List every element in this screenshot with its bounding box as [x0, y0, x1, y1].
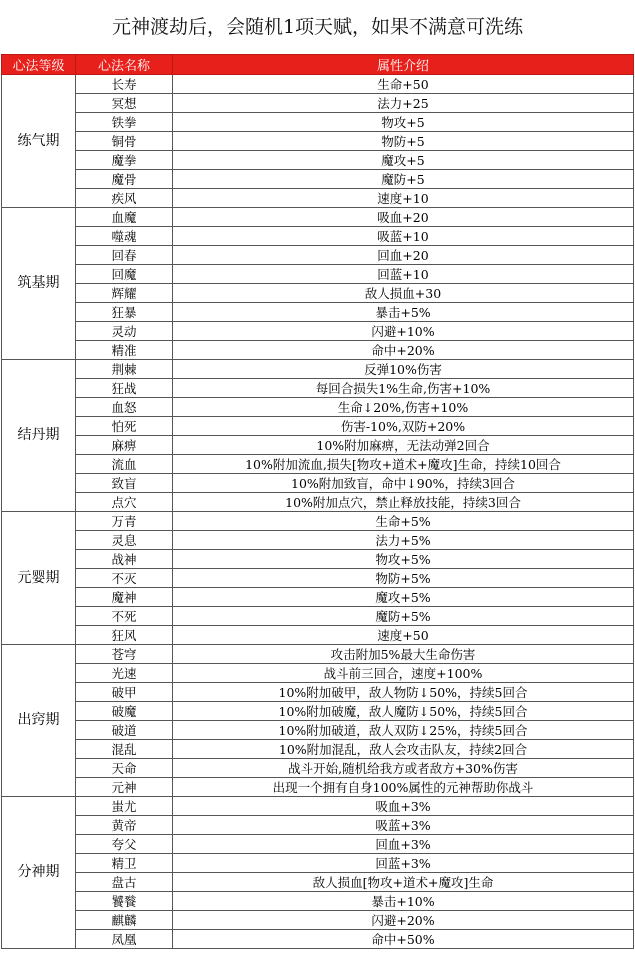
table-header-row [2, 55, 634, 75]
table-row [2, 816, 634, 835]
talent-name-cell: 铜骨 [76, 132, 173, 151]
talent-attribute-cell: 敌人损血+30 [173, 284, 634, 303]
talent-attribute-cell: 命中+50% [173, 930, 634, 949]
table-row [2, 930, 634, 949]
table-row [2, 645, 634, 664]
talent-name-cell: 狂战 [76, 379, 173, 398]
table-row [2, 531, 634, 550]
table-row [2, 360, 634, 379]
talent-attribute-cell: 魔防+5 [173, 170, 634, 189]
talent-attribute-cell: 物防+5 [173, 132, 634, 151]
talent-attribute-cell: 魔攻+5 [173, 151, 634, 170]
talent-name-cell: 万青 [76, 512, 173, 531]
talent-name-cell: 蚩尤 [76, 797, 173, 816]
table-row [2, 569, 634, 588]
table-row [2, 873, 634, 892]
table-row [2, 740, 634, 759]
talent-attribute-cell: 10%附加破魔，敌人魔防↓50%，持续5回合 [173, 702, 634, 721]
talent-attribute-cell: 物防+5% [173, 569, 634, 588]
talent-name-cell: 辉耀 [76, 284, 173, 303]
table-row [2, 588, 634, 607]
talent-attribute-cell: 回蓝+3% [173, 854, 634, 873]
table-row [2, 170, 634, 189]
table-row [2, 683, 634, 702]
table-row [2, 151, 634, 170]
talent-name-cell: 精准 [76, 341, 173, 360]
talent-name-cell: 破道 [76, 721, 173, 740]
level-cell: 筑基期 [2, 208, 76, 360]
talent-attribute-cell: 暴击+5% [173, 303, 634, 322]
talent-name-cell: 魔神 [76, 588, 173, 607]
talent-name-cell: 光速 [76, 664, 173, 683]
table-row [2, 227, 634, 246]
table-row [2, 246, 634, 265]
talent-name-cell: 冥想 [76, 94, 173, 113]
table-body [2, 75, 634, 949]
talent-attribute-cell: 命中+20% [173, 341, 634, 360]
talent-attribute-cell: 速度+10 [173, 189, 634, 208]
talent-attribute-cell: 法力+25 [173, 94, 634, 113]
level-cell: 练气期 [2, 75, 76, 208]
talent-attribute-cell: 吸血+3% [173, 797, 634, 816]
table-row [2, 417, 634, 436]
talent-name-cell: 荆棘 [76, 360, 173, 379]
talent-attribute-cell: 物攻+5 [173, 113, 634, 132]
table-row [2, 854, 634, 873]
talent-name-cell: 魔骨 [76, 170, 173, 189]
talent-attribute-cell: 吸蓝+10 [173, 227, 634, 246]
table-row [2, 702, 634, 721]
table-row [2, 436, 634, 455]
table-row [2, 721, 634, 740]
talent-name-cell: 饕餮 [76, 892, 173, 911]
talent-table [1, 54, 634, 949]
talent-name-cell: 魔拳 [76, 151, 173, 170]
talent-attribute-cell: 反弹10%伤害 [173, 360, 634, 379]
talent-name-cell: 灵动 [76, 322, 173, 341]
talent-name-cell: 精卫 [76, 854, 173, 873]
level-cell: 出窍期 [2, 645, 76, 797]
talent-name-cell: 混乱 [76, 740, 173, 759]
talent-attribute-cell: 10%附加破甲，敌人物防↓50%，持续5回合 [173, 683, 634, 702]
talent-name-cell: 黄帝 [76, 816, 173, 835]
talent-name-cell: 噬魂 [76, 227, 173, 246]
table-row [2, 265, 634, 284]
talent-name-cell: 麒麟 [76, 911, 173, 930]
talent-attribute-cell: 魔攻+5% [173, 588, 634, 607]
table-row [2, 379, 634, 398]
table-row [2, 75, 634, 94]
table-row [2, 113, 634, 132]
talent-attribute-cell: 10%附加麻痹，无法动弹2回合 [173, 436, 634, 455]
table-row [2, 626, 634, 645]
talent-attribute-cell: 闪避+10% [173, 322, 634, 341]
talent-name-cell: 流血 [76, 455, 173, 474]
level-cell: 结丹期 [2, 360, 76, 512]
talent-name-cell: 元神 [76, 778, 173, 797]
talent-name-cell: 灵息 [76, 531, 173, 550]
talent-name-cell: 回春 [76, 246, 173, 265]
talent-name-cell: 凤凰 [76, 930, 173, 949]
talent-attribute-cell: 法力+5% [173, 531, 634, 550]
table-row [2, 94, 634, 113]
talent-attribute-cell: 物攻+5% [173, 550, 634, 569]
talent-attribute-cell: 吸蓝+3% [173, 816, 634, 835]
table-row [2, 664, 634, 683]
talent-name-cell: 狂风 [76, 626, 173, 645]
talent-name-cell: 怕死 [76, 417, 173, 436]
talent-name-cell: 不灭 [76, 569, 173, 588]
talent-attribute-cell: 生命+50 [173, 75, 634, 94]
header-level: 心法等级 [2, 55, 76, 75]
talent-name-cell: 铁拳 [76, 113, 173, 132]
talent-name-cell: 不死 [76, 607, 173, 626]
table-row [2, 493, 634, 512]
talent-name-cell: 狂暴 [76, 303, 173, 322]
table-row [2, 835, 634, 854]
table-row [2, 284, 634, 303]
talent-attribute-cell: 魔防+5% [173, 607, 634, 626]
talent-name-cell: 血魔 [76, 208, 173, 227]
talent-attribute-cell: 出现一个拥有自身100%属性的元神帮助你战斗 [173, 778, 634, 797]
talent-attribute-cell: 10%附加点穴，禁止释放技能，持续3回合 [173, 493, 634, 512]
table-row [2, 759, 634, 778]
talent-attribute-cell: 10%附加破道，敌人双防↓25%，持续5回合 [173, 721, 634, 740]
talent-name-cell: 破甲 [76, 683, 173, 702]
table-row [2, 607, 634, 626]
table-row [2, 892, 634, 911]
talent-name-cell: 破魔 [76, 702, 173, 721]
talent-name-cell: 疾风 [76, 189, 173, 208]
table-row [2, 474, 634, 493]
table-row [2, 797, 634, 816]
level-cell: 分神期 [2, 797, 76, 949]
talent-name-cell: 血怒 [76, 398, 173, 417]
talent-name-cell: 点穴 [76, 493, 173, 512]
talent-name-cell: 天命 [76, 759, 173, 778]
table-row [2, 512, 634, 531]
table-row [2, 455, 634, 474]
table-row [2, 398, 634, 417]
talent-attribute-cell: 生命+5% [173, 512, 634, 531]
talent-name-cell: 苍穹 [76, 645, 173, 664]
talent-attribute-cell: 吸血+20 [173, 208, 634, 227]
table-row [2, 208, 634, 227]
table-row [2, 189, 634, 208]
table-row [2, 322, 634, 341]
talent-name-cell: 麻痹 [76, 436, 173, 455]
table-row [2, 911, 634, 930]
talent-attribute-cell: 10%附加混乱，敌人会攻击队友，持续2回合 [173, 740, 634, 759]
talent-attribute-cell: 暴击+10% [173, 892, 634, 911]
header-name: 心法名称 [76, 55, 173, 75]
talent-attribute-cell: 生命↓20%,伤害+10% [173, 398, 634, 417]
table-row [2, 778, 634, 797]
talent-attribute-cell: 10%附加致盲，命中↓90%，持续3回合 [173, 474, 634, 493]
level-cell: 元婴期 [2, 512, 76, 645]
talent-name-cell: 夸父 [76, 835, 173, 854]
talent-name-cell: 战神 [76, 550, 173, 569]
talent-attribute-cell: 回蓝+10 [173, 265, 634, 284]
table-row [2, 303, 634, 322]
talent-name-cell: 致盲 [76, 474, 173, 493]
talent-attribute-cell: 攻击附加5%最大生命伤害 [173, 645, 634, 664]
talent-name-cell: 回魔 [76, 265, 173, 284]
talent-attribute-cell: 10%附加流血,损失[物攻+道术+魔攻]生命，持续10回合 [173, 455, 634, 474]
table-row [2, 132, 634, 151]
talent-attribute-cell: 敌人损血[物攻+道术+魔攻]生命 [173, 873, 634, 892]
talent-name-cell: 盘古 [76, 873, 173, 892]
talent-attribute-cell: 回血+20 [173, 246, 634, 265]
table-row [2, 341, 634, 360]
talent-attribute-cell: 回血+3% [173, 835, 634, 854]
header-attribute: 属性介绍 [173, 55, 634, 75]
table-row [2, 550, 634, 569]
talent-attribute-cell: 闪避+20% [173, 911, 634, 930]
talent-attribute-cell: 战斗开始,随机给我方或者敌方+30%伤害 [173, 759, 634, 778]
page-title: 元神渡劫后，会随机1项天赋，如果不满意可洗练 [111, 16, 524, 38]
talent-attribute-cell: 速度+50 [173, 626, 634, 645]
talent-attribute-cell: 战斗前三回合，速度+100% [173, 664, 634, 683]
talent-attribute-cell: 每回合损失1%生命,伤害+10% [173, 379, 634, 398]
talent-attribute-cell: 伤害-10%,双防+20% [173, 417, 634, 436]
talent-name-cell: 长寿 [76, 75, 173, 94]
